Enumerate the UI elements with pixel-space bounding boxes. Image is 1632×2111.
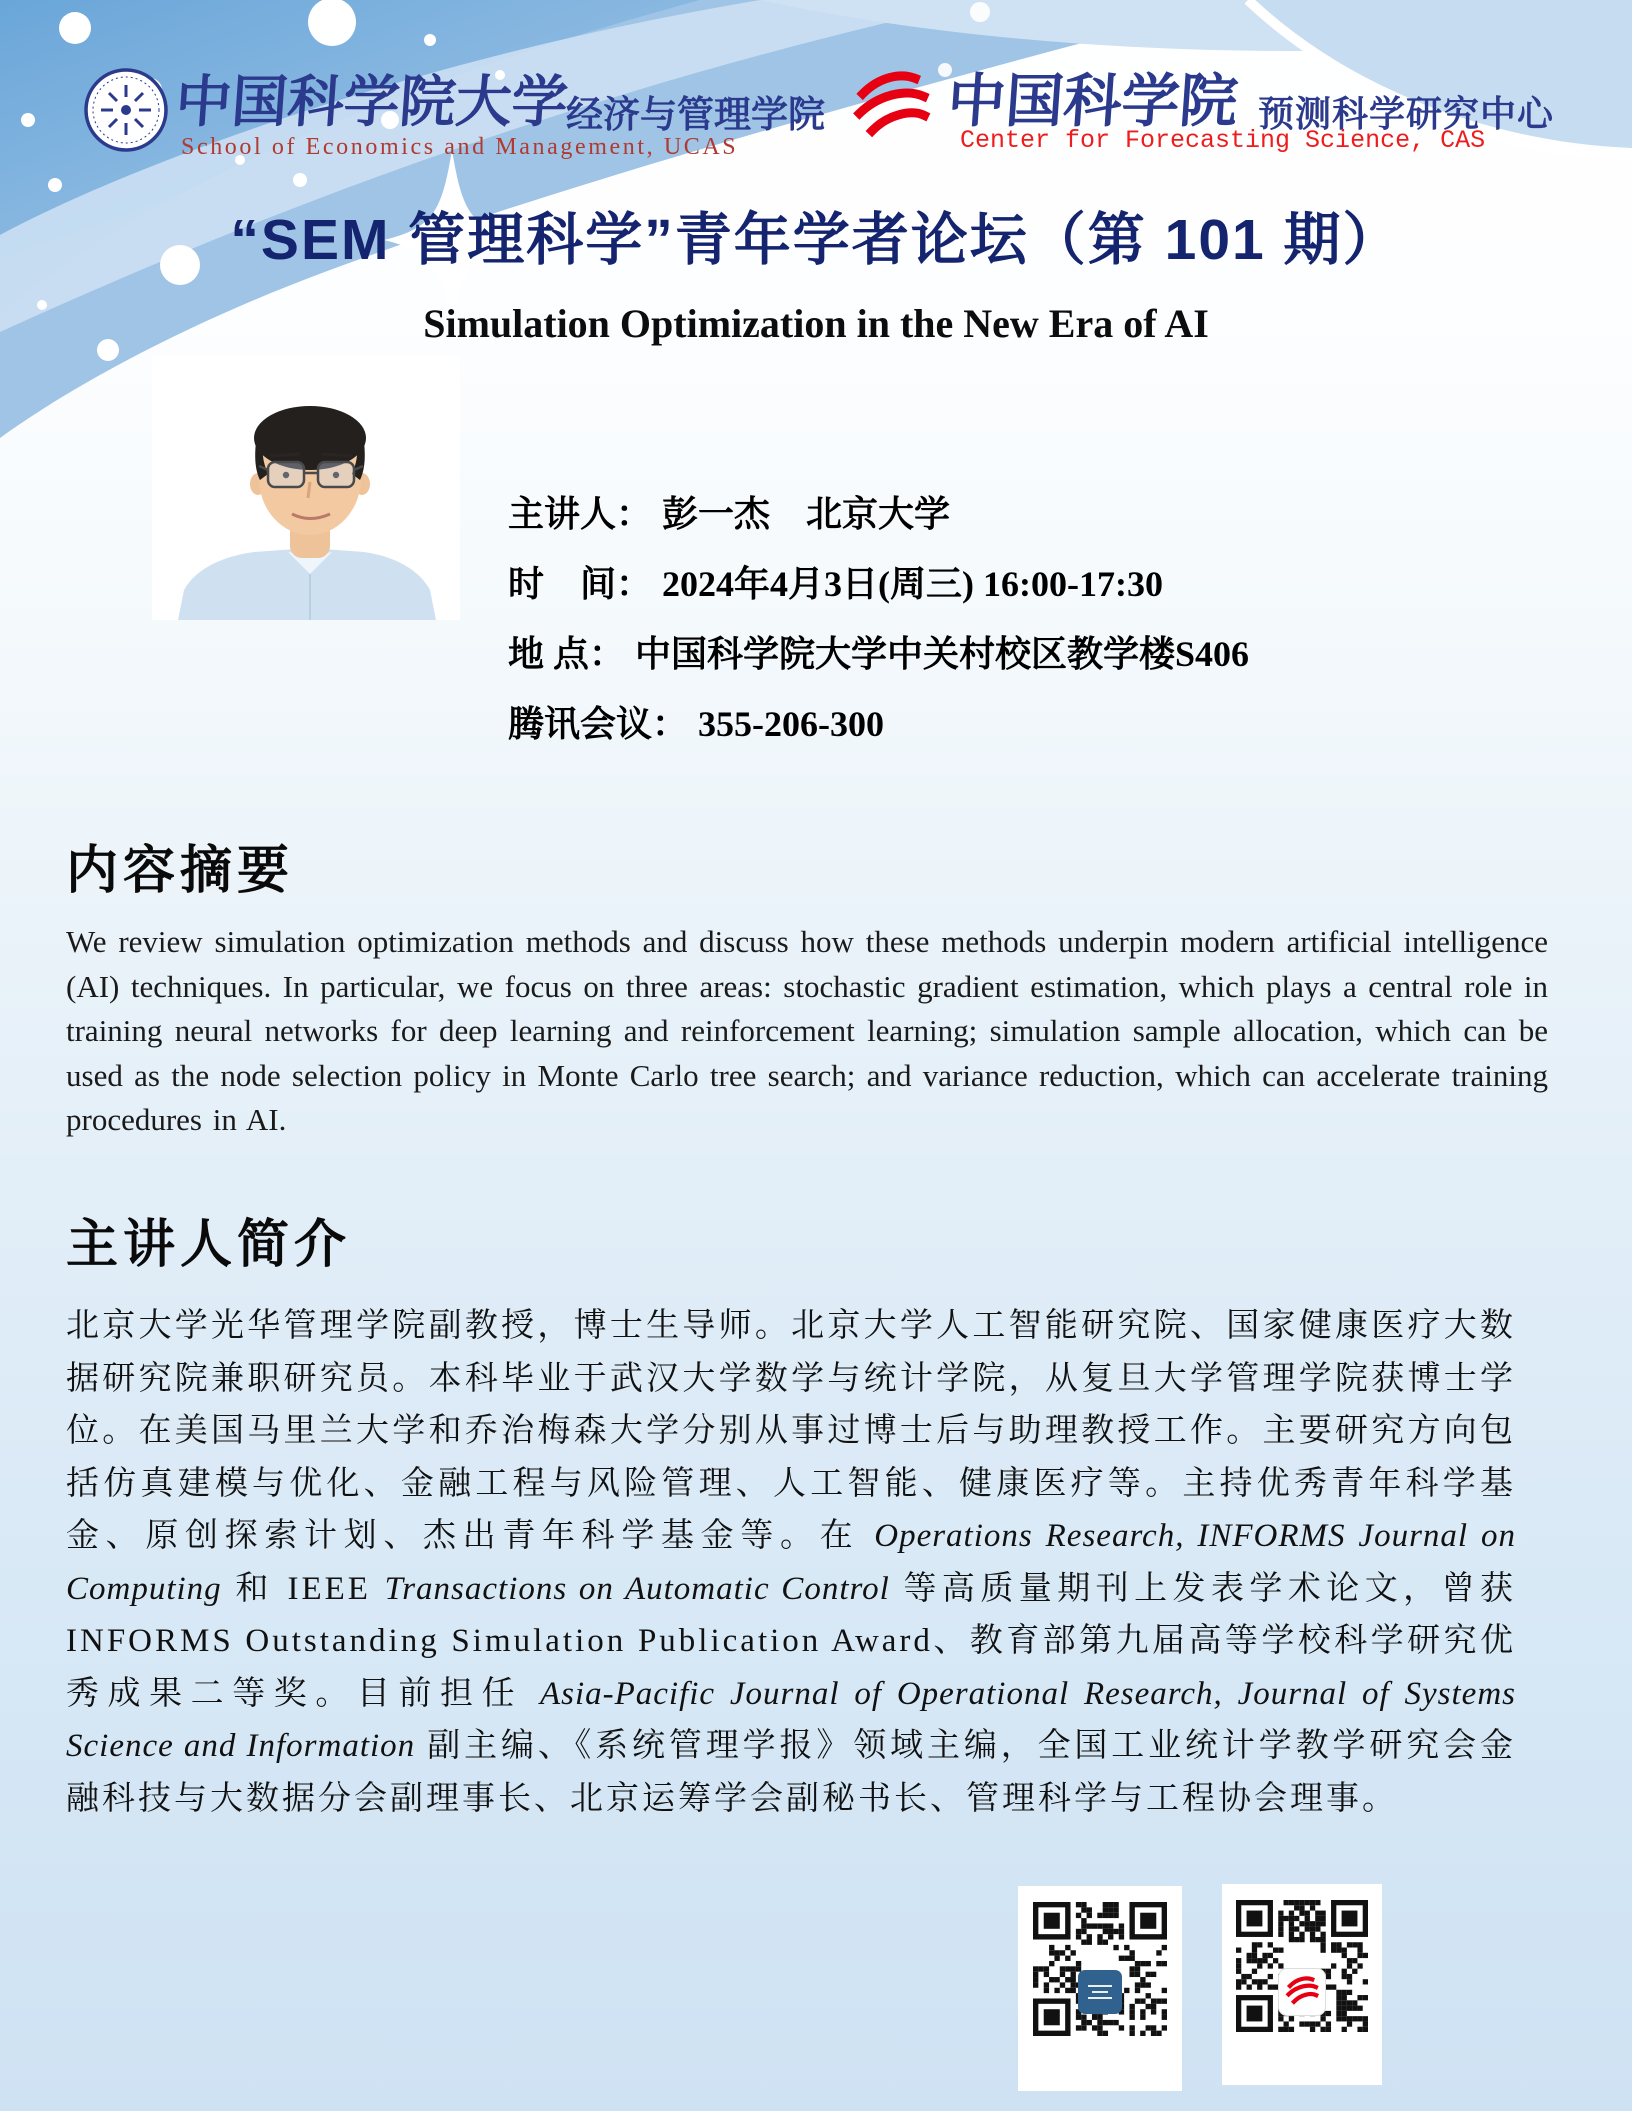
bio-body [66,1300,1516,1825]
time-value: 2024年4月3日(周三) 16:00-17:30 [662,564,1163,604]
talk-title: Simulation Optimization in the New Era of AI [423,301,1209,346]
ucas-logo-cn: 中国科学院大学 [173,72,570,134]
bio-segment: 和 IEEE [221,1570,385,1607]
qr-code-forecasting-center [1222,1884,1382,2085]
bio-segment: 副主编、《系统管理学报》领域主编，全国工业统计学教学研究会金融科技与大数据分会副理事长、北京运筹学会副秘书长、管理科学与工程协会理事。 [66,1728,1516,1817]
cfs-logo-cn: 预测科学研究中心 [1258,94,1555,134]
sem-qr-center-logo-icon [1078,1970,1122,2014]
info-row-time [508,556,1163,607]
info-row-speaker [508,486,950,537]
abstract-body: We review simulation optimization methods and discuss how these methods underpin modern artificial intelligence (AI) techniques. In particular, we focus on three areas: stochastic gradient estimation, which plays a central role in training neural networks for deep learning and reinforcement learning; simulation sample allocation, which can be used as the node selection policy in Monte Carlo tree search; and variance reduction, which can accelerate training procedures in AI. [66,924,1548,1137]
sem-logo-cn: 经济与管理学院 [566,95,825,136]
sem-logo-en: School of Economics and Management, UCAS [181,134,739,160]
cfs-qr-center-logo-icon [1278,1968,1326,2016]
speaker-label: 主讲人： [508,494,653,534]
bio-segment: 北京大学光华管理学院副教授，博士生导师。北京大学人工智能研究院、国家健康医疗大数据研究院兼职研究员。本科毕业于武汉大学数学与统计学院，从复旦大学管理学院获博士学位。在美国马里兰大学和乔治梅森大学分别从事过博士后与助理教授工作。主要研究方向包括仿真建模与优化、金融工程与风险管理、人工智能、健康医疗等。主持优秀青年科学基金、原创探索计划、杰出青年科学基金等。在 [66,1308,1516,1554]
location-label: 地 点： [508,634,626,674]
bio-segment-journal: Asia-Pacific Journal of Operational Research, Journal of Systems Science and Information [66,1675,1516,1764]
bio-segment-journal: Operations Research, INFORMS Journal on Computing [66,1518,1516,1607]
bio-heading: 主讲人简介 [66,1216,352,1274]
info-row-meeting [508,696,884,747]
cas-logo-cn: 中国科学院 [945,69,1240,134]
qr-code-sem [1018,1886,1182,2091]
meeting-label: 腾讯会议： [508,704,689,744]
ucas-emblem-icon [83,67,169,153]
speaker-value: 彭一杰 北京大学 [662,494,951,534]
qr-pattern-sem-icon [1033,1902,1167,2036]
time-label: 时 间： [508,564,653,604]
info-row-location [508,626,1249,677]
meeting-value: 355-206-300 [698,704,884,744]
abstract-heading: 内容摘要 [66,842,295,900]
location-value: 中国科学院大学中关村校区教学楼S406 [635,634,1250,674]
bio-segment-journal: Transactions on Automatic Control [384,1570,890,1607]
speaker-photo [152,356,460,620]
cfs-logo-en: Center for Forecasting Science, CAS [960,126,1486,155]
cfs-emblem-icon [851,68,931,148]
bio-segment: 等高质量期刊上发表学术论文，曾获 INFORMS Outstanding Simulation Publication Award、教育部第九届高等学校科学研究优秀成果二等奖。目前担任 [66,1570,1517,1712]
forum-title: “SEM 管理科学”青年学者论坛（第 101 期） [230,208,1402,272]
